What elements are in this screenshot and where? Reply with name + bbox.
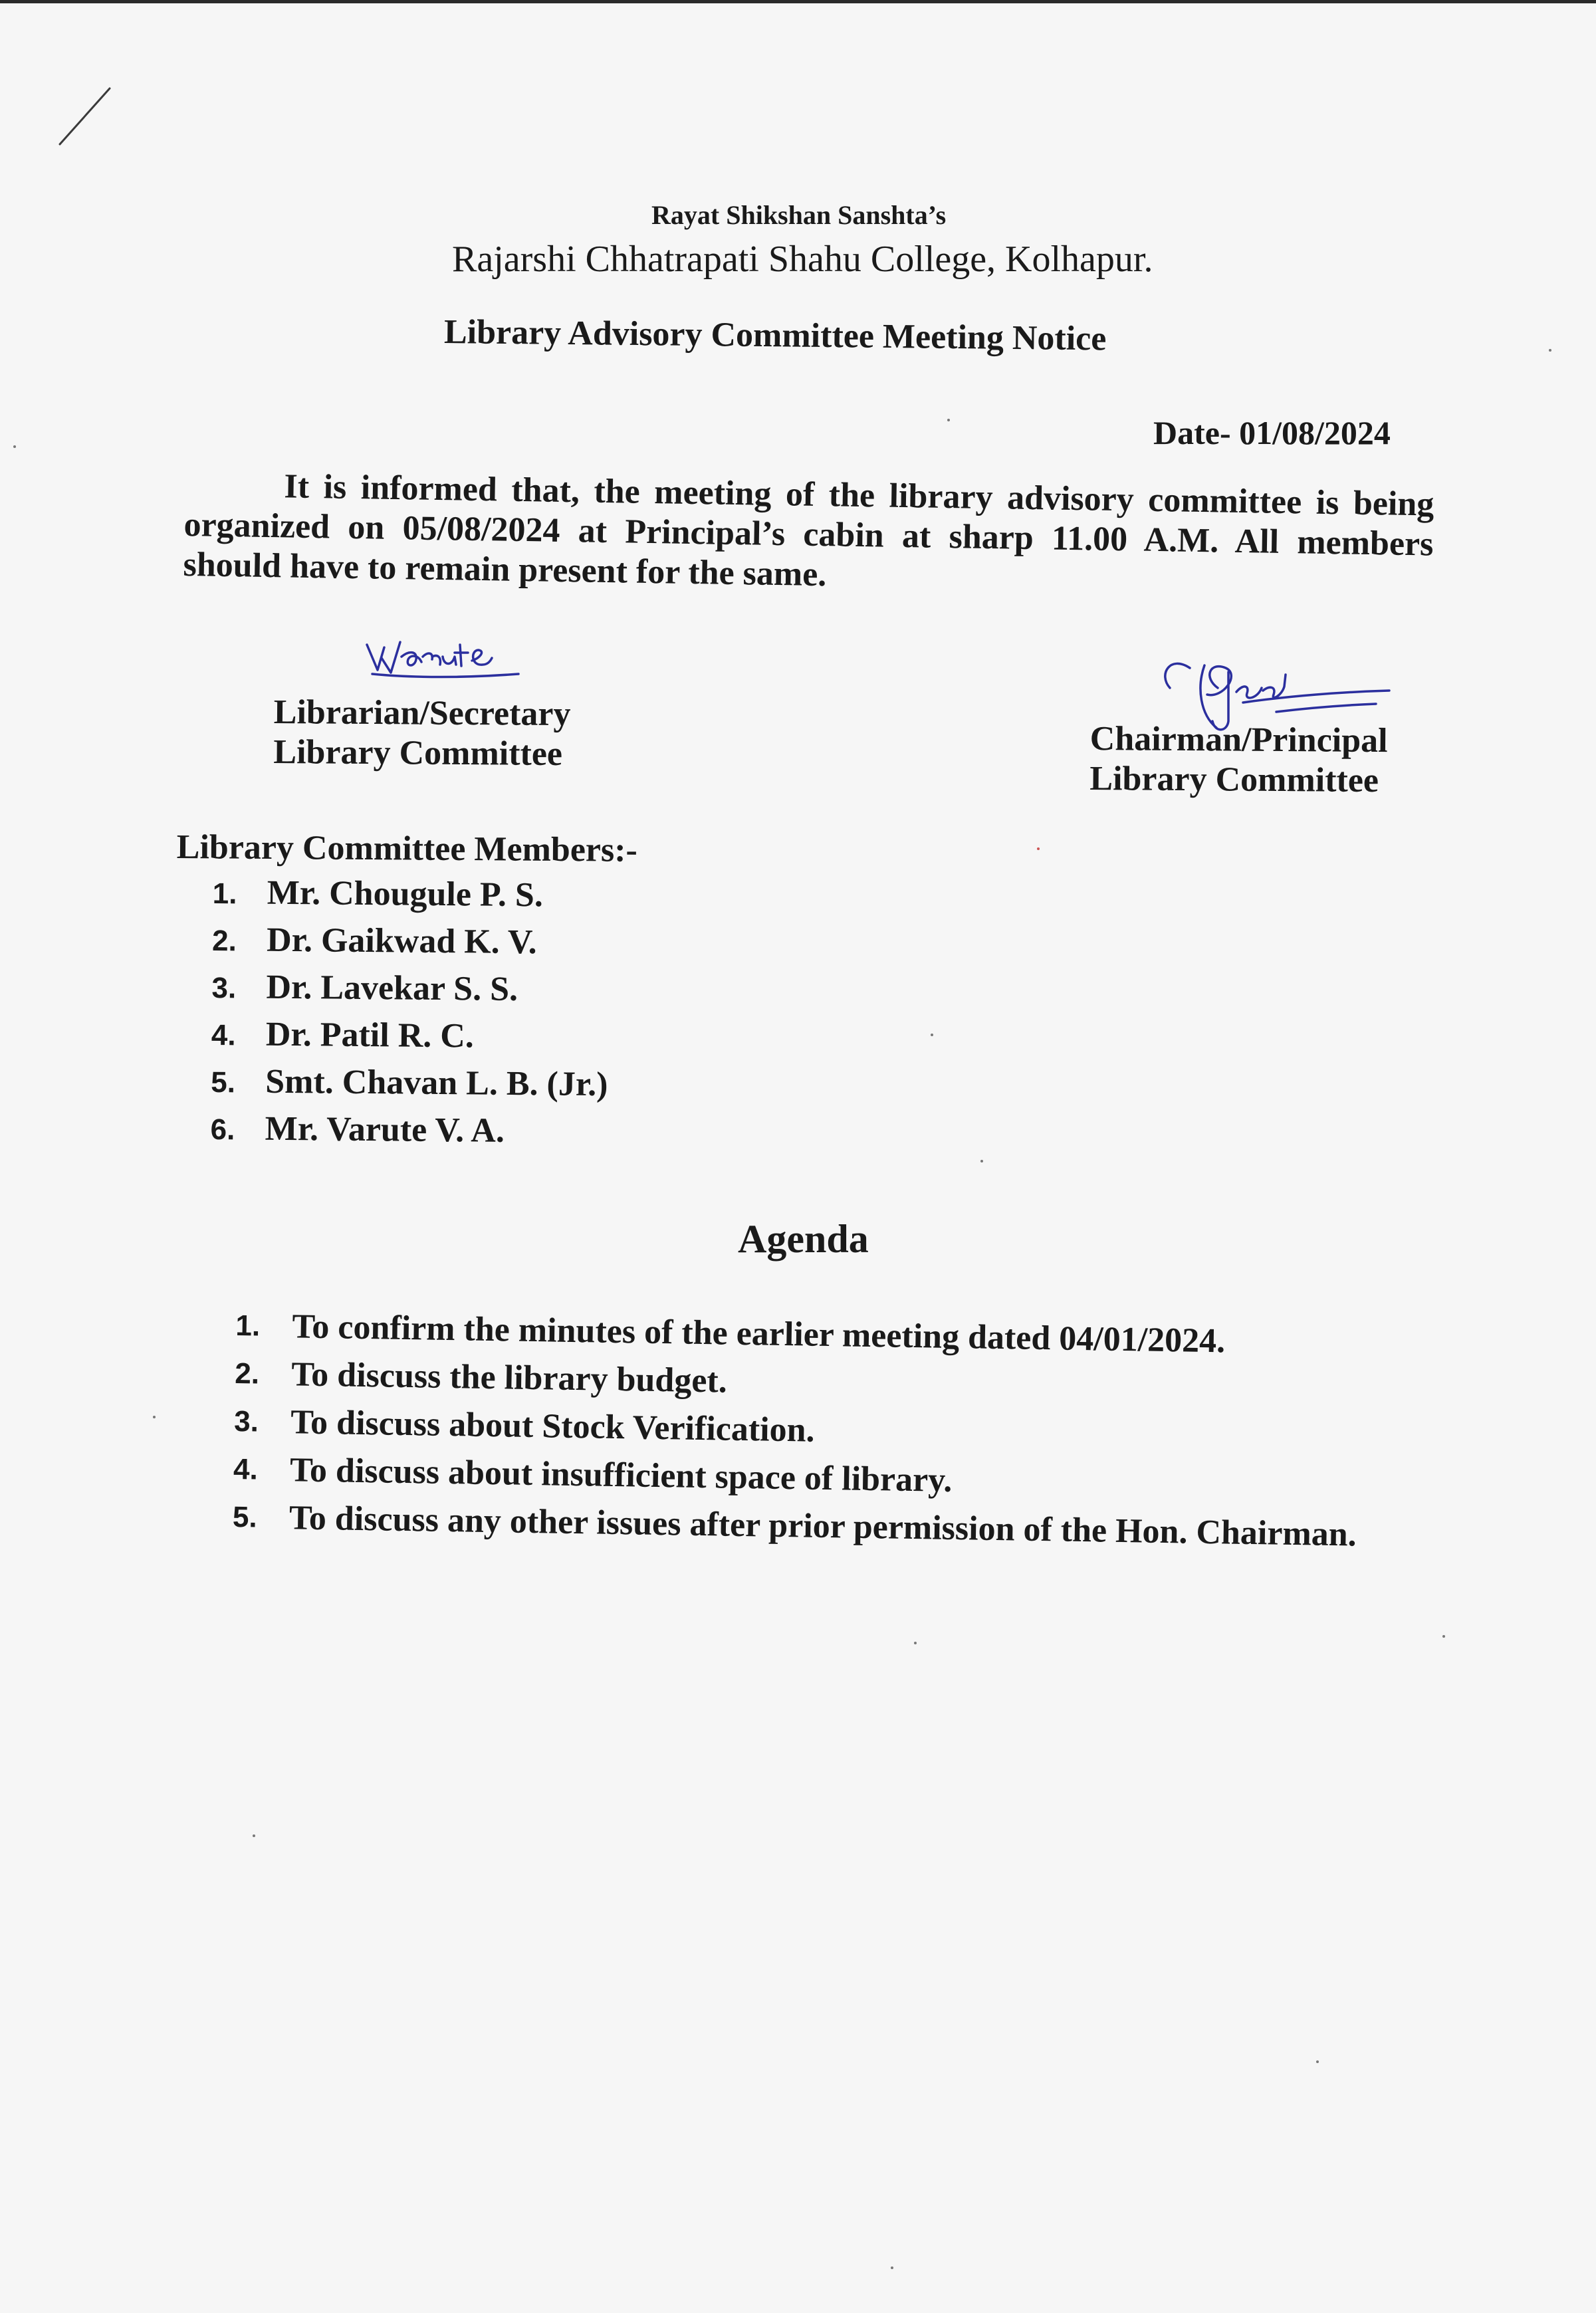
scan-speck xyxy=(891,2266,893,2269)
list-item xyxy=(235,1306,1413,1365)
list-item xyxy=(212,920,610,970)
member-name: Dr. Gaikwad K. V. xyxy=(266,921,537,962)
agenda-title: Agenda xyxy=(738,1217,869,1261)
pen-stroke-mark xyxy=(47,83,120,156)
scan-speck xyxy=(947,419,950,421)
chairman-title: Chairman/Principal xyxy=(1089,720,1388,760)
list-item-number: 4. xyxy=(233,1452,259,1486)
list-item-number: 3. xyxy=(211,971,237,1005)
list-item-number: 4. xyxy=(211,1018,236,1052)
list-item xyxy=(210,1109,608,1159)
society-name: Rayat Shikshan Sanshta’s xyxy=(651,200,947,230)
college-name: Rajarshi Chhatrapati Shahu College, Kolhapur. xyxy=(452,239,1153,280)
list-item-number: 5. xyxy=(211,1065,236,1099)
list-item xyxy=(233,1497,1410,1556)
agenda-text: To discuss about insufficient space of library. xyxy=(289,1451,953,1499)
list-item-number: 1. xyxy=(235,1309,261,1343)
members-heading: Library Committee Members:- xyxy=(176,828,638,869)
scan-speck xyxy=(1549,349,1551,352)
list-item-number: 6. xyxy=(210,1113,235,1147)
member-name: Mr. Varute V. A. xyxy=(265,1109,505,1150)
agenda-text: To discuss about Stock Verification. xyxy=(290,1403,815,1450)
notice-body: It is informed that, the meeting of the library advisory committee is being organized on 05/08/2024 at Principal’s cabin at sharp 11.00 A.M. All members should have to remain present for the same. xyxy=(183,467,1434,594)
scan-speck xyxy=(1037,847,1040,850)
scan-top-edge xyxy=(0,0,1596,3)
list-item xyxy=(234,1402,1411,1460)
scan-speck xyxy=(13,445,16,448)
scan-speck xyxy=(153,1416,156,1418)
scan-speck xyxy=(980,1160,983,1162)
list-item xyxy=(233,1450,1411,1508)
notice-date: Date- 01/08/2024 xyxy=(1153,414,1391,451)
scan-speck xyxy=(931,1034,933,1036)
member-name: Mr. Chougule P. S. xyxy=(267,873,544,915)
member-name: Smt. Chavan L. B. (Jr.) xyxy=(265,1062,608,1104)
members-list xyxy=(210,873,610,1159)
member-name: Dr. Lavekar S. S. xyxy=(266,968,518,1009)
list-item xyxy=(211,1014,609,1065)
member-name: Dr. Patil R. C. xyxy=(265,1015,475,1055)
list-item xyxy=(211,1061,608,1112)
list-item-number: 1. xyxy=(212,877,237,911)
agenda-list xyxy=(232,1306,1412,1564)
librarian-title: Librarian/Secretary xyxy=(273,693,571,734)
librarian-signature xyxy=(352,618,565,691)
chairman-signature-block xyxy=(1089,719,1388,801)
scan-speck xyxy=(1316,2060,1319,2063)
notice-title: Library Advisory Committee Meeting Notice xyxy=(443,313,1107,358)
agenda-text: To confirm the minutes of the earlier meeting dated 04/01/2024. xyxy=(292,1307,1226,1361)
agenda-text: To discuss the library budget. xyxy=(290,1355,728,1400)
agenda-text: To discuss any other issues after prior permission of the Hon. Chairman. xyxy=(288,1499,1357,1554)
scan-speck xyxy=(914,1642,917,1644)
list-item-number: 2. xyxy=(211,924,237,958)
scan-speck xyxy=(253,1834,255,1837)
list-item-number: 5. xyxy=(232,1500,258,1534)
chairman-committee: Library Committee xyxy=(1089,759,1379,800)
list-item-number: 3. xyxy=(233,1404,259,1438)
list-item xyxy=(235,1354,1412,1412)
list-item-number: 2. xyxy=(235,1357,260,1390)
scan-speck xyxy=(1442,1635,1445,1638)
list-item xyxy=(212,873,610,923)
list-item xyxy=(211,967,609,1018)
librarian-signature-block xyxy=(273,693,571,774)
librarian-committee: Library Committee xyxy=(273,732,563,774)
